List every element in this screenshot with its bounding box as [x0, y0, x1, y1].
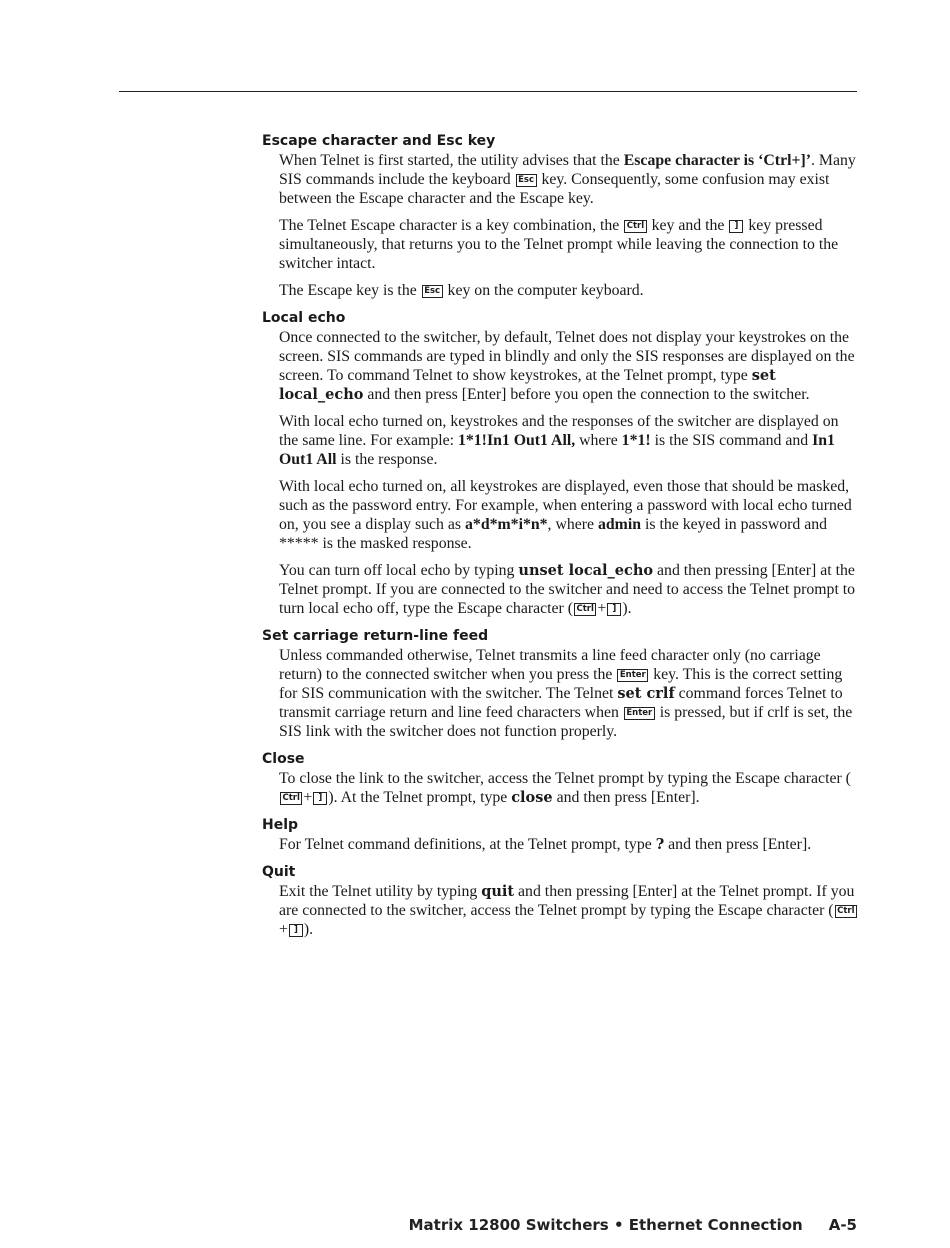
text: and then pressing [Enter] at the Telnet prompt. If you are connected to the switcher, access the Telnet prompt by typing the Escape character (: [279, 883, 855, 919]
text: The Telnet Escape character is a key combination, the: [279, 217, 620, 234]
text: ).: [622, 600, 632, 617]
text: With local echo turned on, keystrokes and the responses of the switcher are displayed on the same line. For example:: [279, 413, 839, 449]
bracket-key-icon: ]: [313, 792, 327, 805]
section-heading: Local echo: [262, 310, 346, 326]
text: Exit the Telnet utility by typing: [279, 883, 478, 900]
bold-text: a*d*m*i*n*: [465, 516, 548, 533]
command-text: unset local_echo: [518, 562, 654, 579]
footer-title: Matrix 12800 Switchers • Ethernet Connection: [408, 1216, 803, 1234]
section-close: [262, 750, 862, 807]
text: +: [597, 600, 607, 617]
text: key. This is the correct setting for SIS communication with the switcher. The Telnet: [279, 666, 843, 702]
ctrl-key-icon: Ctrl: [835, 905, 857, 918]
enter-key-icon: Enter: [624, 707, 655, 720]
section-heading: Help: [262, 817, 299, 833]
section-crlf: [262, 627, 862, 741]
bracket-key-icon: ]: [607, 603, 621, 616]
paragraph: [279, 561, 859, 618]
text: key pressed simultaneously, that returns you to the Telnet prompt while leaving the connection to the switcher intact.: [279, 217, 839, 272]
section-quit: [262, 863, 862, 939]
text: is the SIS command and: [654, 432, 809, 449]
document-body: [262, 132, 862, 948]
section-heading: Set carriage return-line feed: [262, 628, 489, 644]
text: key. Consequently, some confusion may exist between the Escape character and the Escape key.: [279, 171, 830, 207]
paragraph: [279, 151, 859, 208]
paragraph: [279, 835, 859, 854]
bold-text: In1 Out1 All: [279, 432, 835, 468]
paragraph: [279, 281, 859, 300]
command-text: set local_echo: [279, 367, 776, 403]
bracket-key-icon: ]: [289, 924, 303, 937]
text: where: [579, 432, 618, 449]
ctrl-key-icon: Ctrl: [280, 792, 302, 805]
command-text: ?: [655, 836, 665, 853]
section-heading: Close: [262, 751, 305, 767]
text: Once connected to the switcher, by default, Telnet does not display your keystrokes on the screen. SIS commands are typed in blindly and only the SIS responses are displayed on the screen. To command Telnet to show keystrokes, at the Telnet prompt, type: [279, 329, 855, 384]
bold-text: Escape character is ‘Ctrl+]’: [623, 152, 811, 169]
text: You can turn off local echo by typing: [279, 562, 515, 579]
text: With local echo turned on, all keystrokes are displayed, even those that should be masked, such as the password entry. For example, when entering a password with local echo turned on, you see a display such as: [279, 478, 852, 533]
section-local-echo: [262, 309, 862, 618]
section-heading: Quit: [262, 864, 296, 880]
text: and then press [Enter].: [556, 789, 700, 806]
paragraph: [279, 769, 859, 807]
command-text: close: [511, 789, 553, 806]
bracket-key-icon: ]: [729, 220, 743, 233]
text: is the keyed in password and ***** is the masked response.: [279, 516, 828, 552]
bold-text: 1*1!: [621, 432, 651, 449]
ctrl-key-icon: Ctrl: [574, 603, 596, 616]
top-rule: [119, 91, 857, 92]
command-text: set crlf: [617, 685, 675, 702]
text: +: [303, 789, 313, 806]
text: key on the computer keyboard.: [447, 282, 644, 299]
page-number: A-5: [828, 1216, 857, 1234]
text: For Telnet command definitions, at the Telnet prompt, type: [279, 836, 652, 853]
text: .: [811, 152, 815, 169]
text: is the response.: [340, 451, 438, 468]
text: is pressed, but if crlf is set, the SIS link with the switcher does not function properly.: [279, 704, 853, 740]
text: Unless commanded otherwise, Telnet transmits a line feed character only (no carriage return) to the connected switcher when you press the: [279, 647, 821, 683]
page-footer: [409, 1216, 857, 1234]
paragraph: [279, 216, 859, 273]
text: key and the: [651, 217, 725, 234]
text: command forces Telnet to transmit carriage return and line feed characters when: [279, 685, 843, 721]
text: and then press [Enter].: [668, 836, 812, 853]
section-heading: Escape character and Esc key: [262, 133, 496, 149]
text: Many SIS commands include the keyboard: [279, 152, 856, 188]
bold-text: 1*1!In1 Out1 All,: [457, 432, 576, 449]
ctrl-key-icon: Ctrl: [624, 220, 646, 233]
text: and then press [Enter] before you open the connection to the switcher.: [367, 386, 810, 403]
paragraph: [279, 646, 859, 741]
text: and then pressing [Enter] at the Telnet prompt. If you are connected to the switcher and need to access the Telnet prompt to turn local echo off, type the Escape character (: [279, 562, 856, 617]
text: +: [279, 921, 288, 938]
paragraph: [279, 882, 859, 939]
command-text: quit: [481, 883, 515, 900]
text: , where: [547, 516, 595, 533]
section-escape-character: [262, 132, 862, 300]
paragraph: [279, 328, 859, 404]
text: To close the link to the switcher, access the Telnet prompt by typing the Escape character (: [279, 770, 851, 787]
enter-key-icon: Enter: [617, 669, 648, 682]
bold-text: admin: [598, 516, 642, 533]
esc-key-icon: Esc: [516, 174, 537, 187]
paragraph: [279, 412, 859, 469]
section-help: [262, 816, 862, 854]
text: ).: [303, 921, 314, 938]
text: The Escape key is the: [279, 282, 417, 299]
paragraph: [279, 477, 859, 553]
esc-key-icon: Esc: [422, 285, 443, 298]
text: When Telnet is first started, the utility advises that the: [279, 152, 620, 169]
text: ). At the Telnet prompt, type: [328, 789, 508, 806]
